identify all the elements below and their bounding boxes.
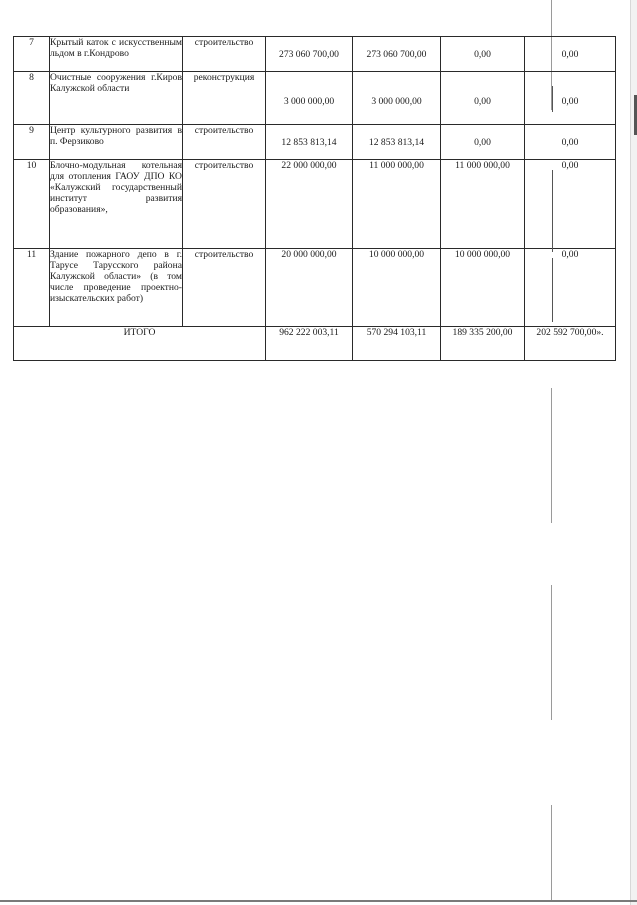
- amount-total: 273 060 700,00: [266, 37, 353, 72]
- table-mark: [552, 258, 553, 322]
- amount-year-2: 0,00: [441, 125, 525, 160]
- row-number: 10: [14, 160, 50, 249]
- amount-year-1: 12 853 813,14: [353, 125, 441, 160]
- scan-fold-line: [551, 585, 552, 720]
- amount-year-2: 0,00: [441, 72, 525, 125]
- table-mark: [552, 170, 553, 252]
- amount-year-3: 0,00: [525, 160, 616, 249]
- budget-table: [13, 36, 616, 361]
- amount-year-3: 0,00: [525, 249, 616, 327]
- object-name: Здание пожарного депо в г. Тарусе Тарусского района Калужской области» (в том числе проведение проектно-изыскательских работ): [50, 249, 183, 327]
- amount-year-2: 11 000 000,00: [441, 160, 525, 249]
- scan-fold-line: [551, 388, 552, 523]
- table-row: [14, 37, 616, 72]
- amount-year-2: 0,00: [441, 37, 525, 72]
- object-name: Очистные сооружения г.Киров Калужской области: [50, 72, 183, 125]
- object-name: Центр культурного развития в п. Ферзиково: [50, 125, 183, 160]
- total-year-2: 189 335 200,00: [441, 327, 525, 361]
- row-number: 9: [14, 125, 50, 160]
- total-year-3: 202 592 700,00».: [525, 327, 616, 361]
- amount-year-1: 273 060 700,00: [353, 37, 441, 72]
- table-row: [14, 72, 616, 125]
- scan-bottom-edge: [0, 900, 637, 902]
- total-amount: 962 222 003,11: [266, 327, 353, 361]
- table-mark: [552, 86, 553, 112]
- amount-year-3: 0,00: [525, 72, 616, 125]
- amount-total: 20 000 000,00: [266, 249, 353, 327]
- work-type: строительство: [183, 249, 266, 327]
- amount-year-3: 0,00: [525, 125, 616, 160]
- amount-total: 22 000 000,00: [266, 160, 353, 249]
- work-type: строительство: [183, 125, 266, 160]
- work-type: реконструкция: [183, 72, 266, 125]
- total-row: [14, 327, 616, 361]
- object-name: Крытый каток с искусственным льдом в г.Кондрово: [50, 37, 183, 72]
- amount-year-1: 10 000 000,00: [353, 249, 441, 327]
- amount-year-1: 3 000 000,00: [353, 72, 441, 125]
- amount-year-2: 10 000 000,00: [441, 249, 525, 327]
- work-type: строительство: [183, 37, 266, 72]
- table-row: [14, 160, 616, 249]
- scan-fold-line: [551, 805, 552, 900]
- object-name: Блочно-модульная котельная для отопления ГАОУ ДПО КО «Калужский государственный институт развития образования»,: [50, 160, 183, 249]
- total-label: ИТОГО: [14, 327, 266, 361]
- table-row: [14, 125, 616, 160]
- table-row: [14, 249, 616, 327]
- amount-total: 3 000 000,00: [266, 72, 353, 125]
- row-number: 11: [14, 249, 50, 327]
- amount-year-1: 11 000 000,00: [353, 160, 441, 249]
- row-number: 8: [14, 72, 50, 125]
- work-type: строительство: [183, 160, 266, 249]
- amount-year-3: 0,00: [525, 37, 616, 72]
- row-number: 7: [14, 37, 50, 72]
- total-year-1: 570 294 103,11: [353, 327, 441, 361]
- scan-edge: [630, 0, 637, 905]
- amount-total: 12 853 813,14: [266, 125, 353, 160]
